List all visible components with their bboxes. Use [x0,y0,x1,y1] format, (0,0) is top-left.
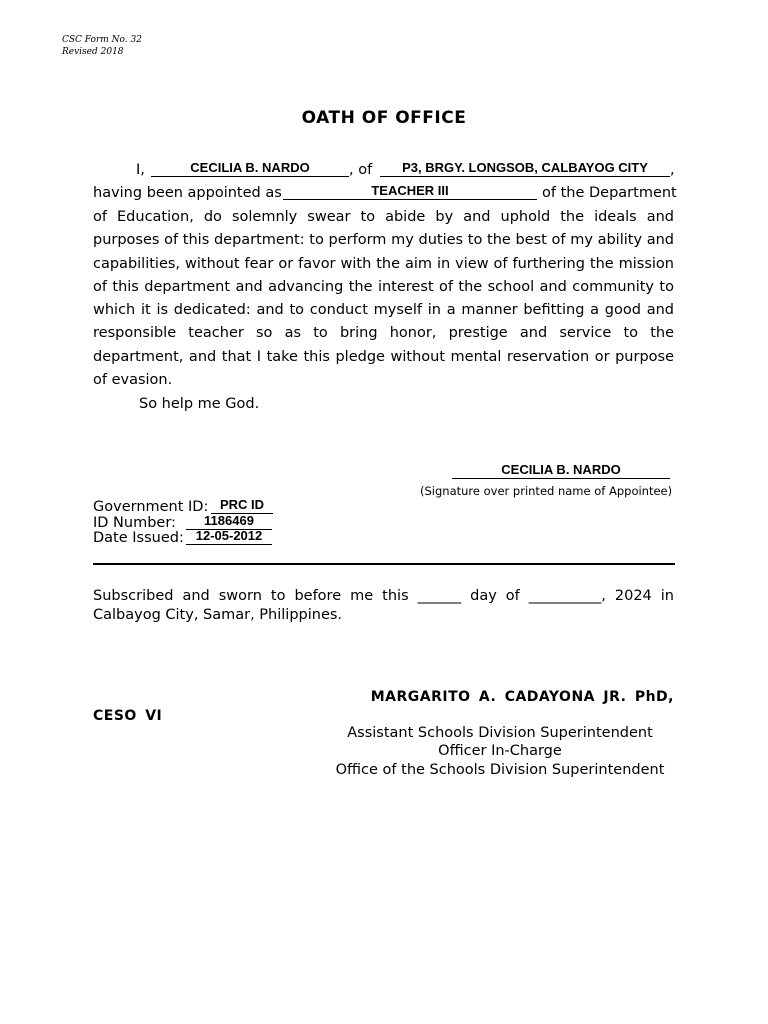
form-revision: Revised 2018 [62,47,124,57]
document-title: OATH OF OFFICE [301,108,467,128]
oath-body: of Education, do solemnly swear to abide by and uphold the ideals and purposes of this department: to perform my duties to the best of my ability and capabilities, without fear or favor with the aim in view of furthering the mission of this department and advancing the interest of the school and community to which it is dedicated: and to conduct myself in a manner befitting a good and responsible teacher so as to bring honor, prestige and service to the department, and that I take this pledge without mental reservation or purpose of evasion. [93,209,674,389]
officer-title-3: Office of the Schools Division Superintendent [335,761,665,778]
id-number-label: ID Number: [93,515,176,531]
comma-text: , [670,162,675,178]
position-field: TEACHER III [283,183,537,200]
officer-titles [330,724,670,779]
closing-text: So help me God. [139,396,260,412]
appointee-name-field: CECILIA B. NARDO [151,160,349,177]
date-issued-value: 12-05-2012 [186,528,272,545]
signature-caption: (Signature over printed name of Appointee) [420,484,673,498]
officer-title-1: Assistant Schools Division Superintendent [347,725,653,741]
signature-name: CECILIA B. NARDO [452,462,670,479]
form-number: CSC Form No. 32 [62,35,142,45]
date-issued-label: Date Issued: [93,530,184,546]
appointed-prefix: having been appointed as [93,185,282,201]
gov-id-label: Government ID: [93,499,209,515]
id-number-value: 1186469 [186,513,272,530]
oath-prefix: I, [136,162,145,178]
of-text: , of [349,162,373,178]
address-field: P3, BRGY. LONGSOB, CALBAYOG CITY [380,160,670,177]
gov-id-value: PRC ID [211,497,273,514]
sworn-statement: Subscribed and sworn to before me this ______ day of __________, 2024 in Calbayog City, Samar, Philippines. [93,588,674,623]
officer-name: MARGARITO A. CADAYONA JR. PhD, [370,689,674,705]
form-meta [62,34,142,58]
appointed-suffix: of the Department [542,185,677,201]
divider [93,563,675,565]
officer-ceso: CESO VI [93,708,163,724]
officer-title-2: Officer In-Charge [438,743,562,760]
